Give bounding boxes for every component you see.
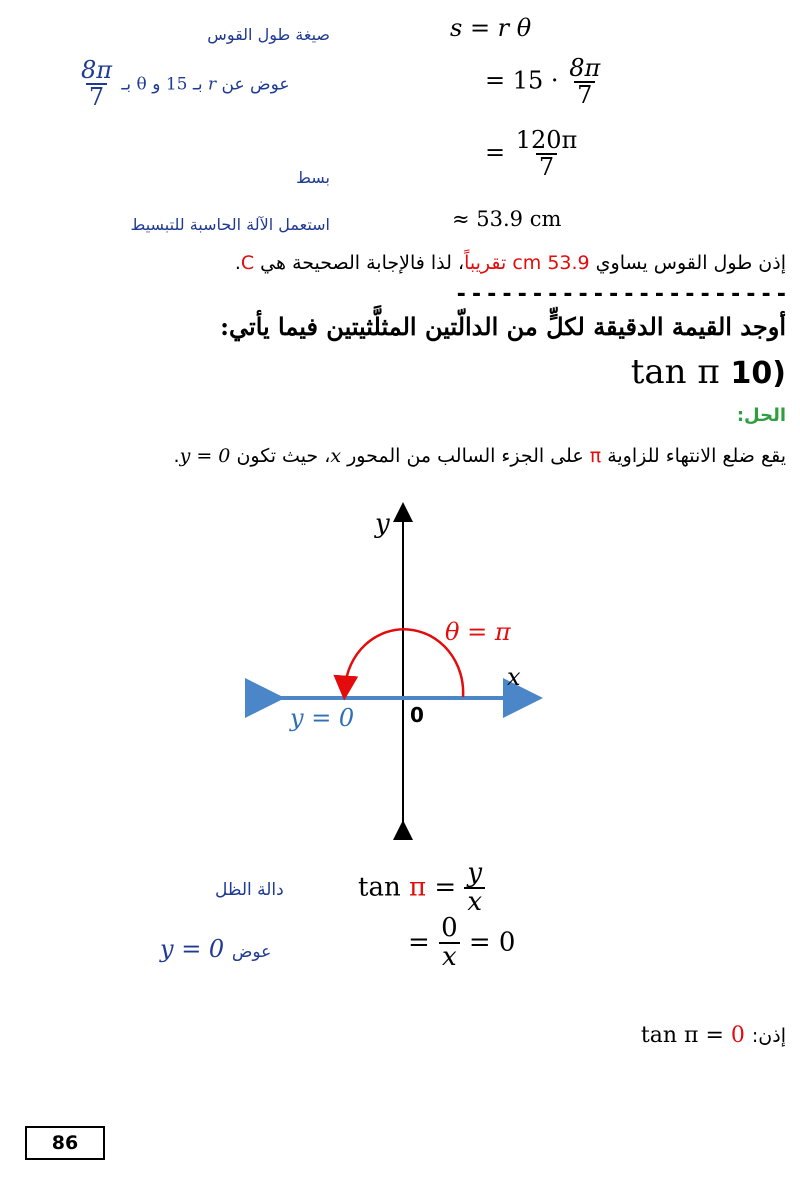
final-expr-wrap	[641, 1023, 745, 1048]
tan-den1: x	[464, 887, 485, 916]
solution-part1: يقع ضلع الانتهاء للزاوية	[601, 445, 786, 467]
origin-label: 0	[410, 703, 424, 727]
tan-step2-expr: = $\frac{0}{x}$ = 0	[408, 913, 516, 973]
step3-fraction	[513, 128, 581, 180]
exercise-instruction: أوجد القيمة الدقيقة لكلٍّ من الدالّتين المثلَّثيتين فيما يأتي:	[220, 312, 786, 341]
question-10	[631, 352, 786, 392]
step2-expr	[485, 56, 603, 108]
step1-expr: s = r θ	[450, 14, 532, 42]
step2-text-a: عوض عن	[221, 74, 290, 95]
tan-fraction2	[438, 915, 461, 972]
tan-label2-eq: y = 0	[160, 935, 225, 963]
step2-label-num: 8π	[81, 56, 113, 84]
step4-label: استعمل الآلة الحاسبة للتبسيط	[130, 215, 330, 234]
step3-expr: = $\frac{120\pi}{7}$	[485, 128, 580, 180]
final-answer	[641, 1023, 786, 1048]
y-axis-label: y	[375, 509, 390, 539]
line-label: y = 0	[290, 704, 355, 732]
conclusion-line	[6, 252, 786, 274]
step2-text-15: 15	[165, 74, 188, 95]
step2-label-text	[121, 75, 289, 95]
page-number: 86	[25, 1126, 105, 1160]
solution-line	[174, 445, 786, 467]
step2-label-den: 7	[86, 83, 107, 110]
solution-part3: ، حيث تكون	[230, 445, 331, 467]
solution-end: .	[173, 445, 180, 467]
tan-pi: π	[408, 872, 427, 903]
step2-text-c: و	[152, 74, 161, 95]
question-expr: tan π	[630, 352, 720, 392]
angle-diagram	[245, 490, 545, 850]
x-axis-label: x	[507, 663, 521, 691]
step4-expr: ≈ 53.9 cm	[452, 207, 562, 231]
final-expr: tan π =	[640, 1023, 724, 1048]
tan-num2: 0	[441, 913, 458, 943]
solution-label: الحل:	[736, 405, 786, 426]
tan-eq: =	[434, 872, 457, 903]
final-value: 0	[730, 1023, 745, 1048]
tan-den2: x	[439, 942, 460, 971]
tan-rhs2: = 0	[468, 927, 516, 958]
conclusion-answer: C	[240, 252, 255, 274]
step2-label-fraction	[78, 58, 115, 110]
conclusion-value: 53.9 cm تقريباً	[464, 252, 590, 274]
tan-num1: y	[467, 858, 483, 888]
angle-label: θ = π	[445, 618, 511, 646]
step2-den: 7	[574, 81, 595, 108]
step2-fraction	[566, 56, 603, 108]
tan-label2-word: عوض	[231, 942, 272, 962]
question-number: (10	[730, 356, 786, 391]
conclusion-part2: ، لذا فالإجابة الصحيحة هي	[254, 252, 465, 274]
solution-pi: π	[589, 445, 602, 467]
step3-num: 120π	[515, 126, 578, 154]
tan-lhs: tan	[358, 872, 401, 903]
step3-label: بسط	[296, 168, 330, 187]
conclusion-part1: إذن طول القوس يساوي	[589, 252, 786, 274]
step3-den: 7	[536, 153, 557, 180]
tan-step1-expr	[358, 860, 485, 917]
step2-prefix: = 15 ·	[485, 66, 559, 95]
solution-part2: على الجزء السالب من المحور	[341, 445, 590, 467]
tan-step1-label: دالة الظل	[215, 880, 284, 900]
step1-label: صيغة طول القوس	[207, 25, 330, 44]
tan-step2-label	[160, 935, 271, 963]
step2-num: 8π	[569, 54, 601, 82]
separator-line: ----------------------	[454, 282, 790, 307]
step2-text-r: r	[207, 74, 217, 95]
tan-fraction1	[464, 860, 485, 917]
solution-eq: y = 0	[179, 445, 231, 467]
final-prefix: إذن:	[751, 1025, 786, 1047]
step2-text-d: بـ	[121, 74, 132, 95]
step2-label	[78, 58, 290, 110]
step2-text-b: بـ	[192, 74, 203, 95]
conclusion-end: .	[234, 252, 241, 274]
solution-x: x	[330, 445, 342, 467]
step2-text-theta: θ	[136, 74, 147, 95]
